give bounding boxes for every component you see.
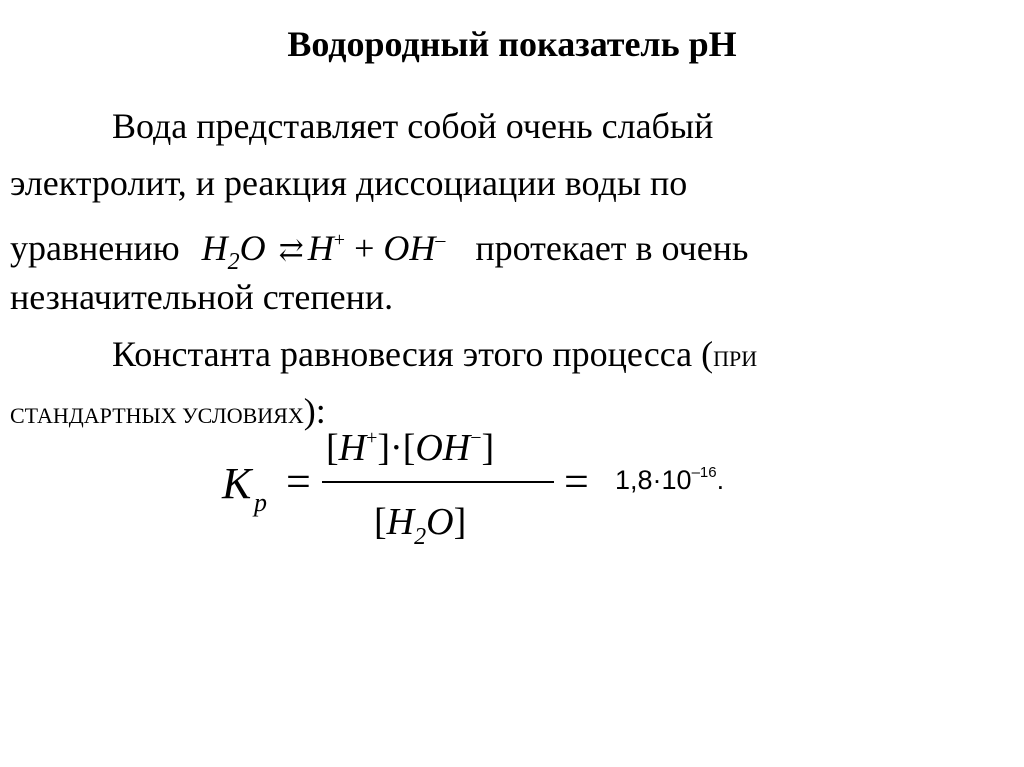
eq-product-h-charge: + (333, 229, 346, 251)
num-h: H (338, 427, 367, 469)
formula-k: K (222, 459, 252, 508)
num-close-bracket-2: ] (481, 427, 495, 469)
den-o: O (426, 501, 454, 543)
paragraph2-line1-text: Константа равновесия этого процесса ( (112, 334, 714, 374)
paragraph2-line1 (10, 326, 1010, 383)
eq-reactant: H (201, 228, 228, 268)
den-open-bracket: [ (374, 501, 387, 543)
slide-title: Водородный показатель pH (287, 24, 737, 64)
paragraph1-line3-end: протекает в очень (475, 228, 749, 268)
den-close-bracket: ] (453, 501, 467, 543)
eq-reactant-subscript: 2 (227, 249, 240, 275)
paragraph1-line1: Вода представляет собой очень слабый (112, 106, 714, 146)
num-open-bracket-2: [ (402, 427, 416, 469)
eq-reactant-end: O (239, 228, 266, 268)
den-h: H (386, 501, 415, 543)
paragraph2-line2-end: ): (303, 391, 326, 431)
paragraph1-line2: электролит, и реакция диссоциации воды по (10, 163, 688, 203)
eq-plus: + (354, 228, 375, 268)
num-open-bracket-1: [ (326, 427, 339, 469)
value-exponent: –16 (691, 464, 717, 481)
value-mantissa: 1,8·10 (615, 465, 692, 495)
paragraph1-line3 (10, 212, 1010, 275)
equilibrium-constant-formula (214, 420, 774, 550)
formula-denominator (374, 500, 466, 551)
num-oh-charge: − (470, 427, 482, 449)
formula-equals-2: = (564, 457, 589, 506)
body-text (10, 98, 1010, 440)
paragraph1-line3-start: уравнению (10, 228, 180, 268)
num-h-charge: + (366, 427, 378, 449)
num-close-bracket-1: ] (377, 427, 391, 469)
formula-k-subscript: p (254, 488, 267, 517)
num-dot: · (390, 427, 403, 469)
eq-product-h: H (307, 228, 334, 268)
eq-product-oh: OH (383, 228, 436, 268)
formula-numerator (326, 426, 494, 470)
formula-value (615, 464, 724, 496)
dissociation-equation (201, 228, 446, 275)
value-end: . (716, 465, 725, 495)
fraction-bar (322, 481, 554, 483)
formula-equals: = (286, 457, 311, 506)
equilibrium-arrow-icon: ⇄ (278, 234, 304, 267)
paragraph1-line4: незначительной степени. (10, 277, 394, 317)
num-oh: OH (415, 427, 471, 469)
paragraph2-line2-small: СТАНДАРТНЫХ УСЛОВИЯХ (10, 403, 304, 428)
den-h-subscript: 2 (414, 524, 427, 550)
paragraph2-line1-small: ПРИ (713, 346, 758, 371)
eq-product-oh-charge: – (435, 229, 446, 251)
